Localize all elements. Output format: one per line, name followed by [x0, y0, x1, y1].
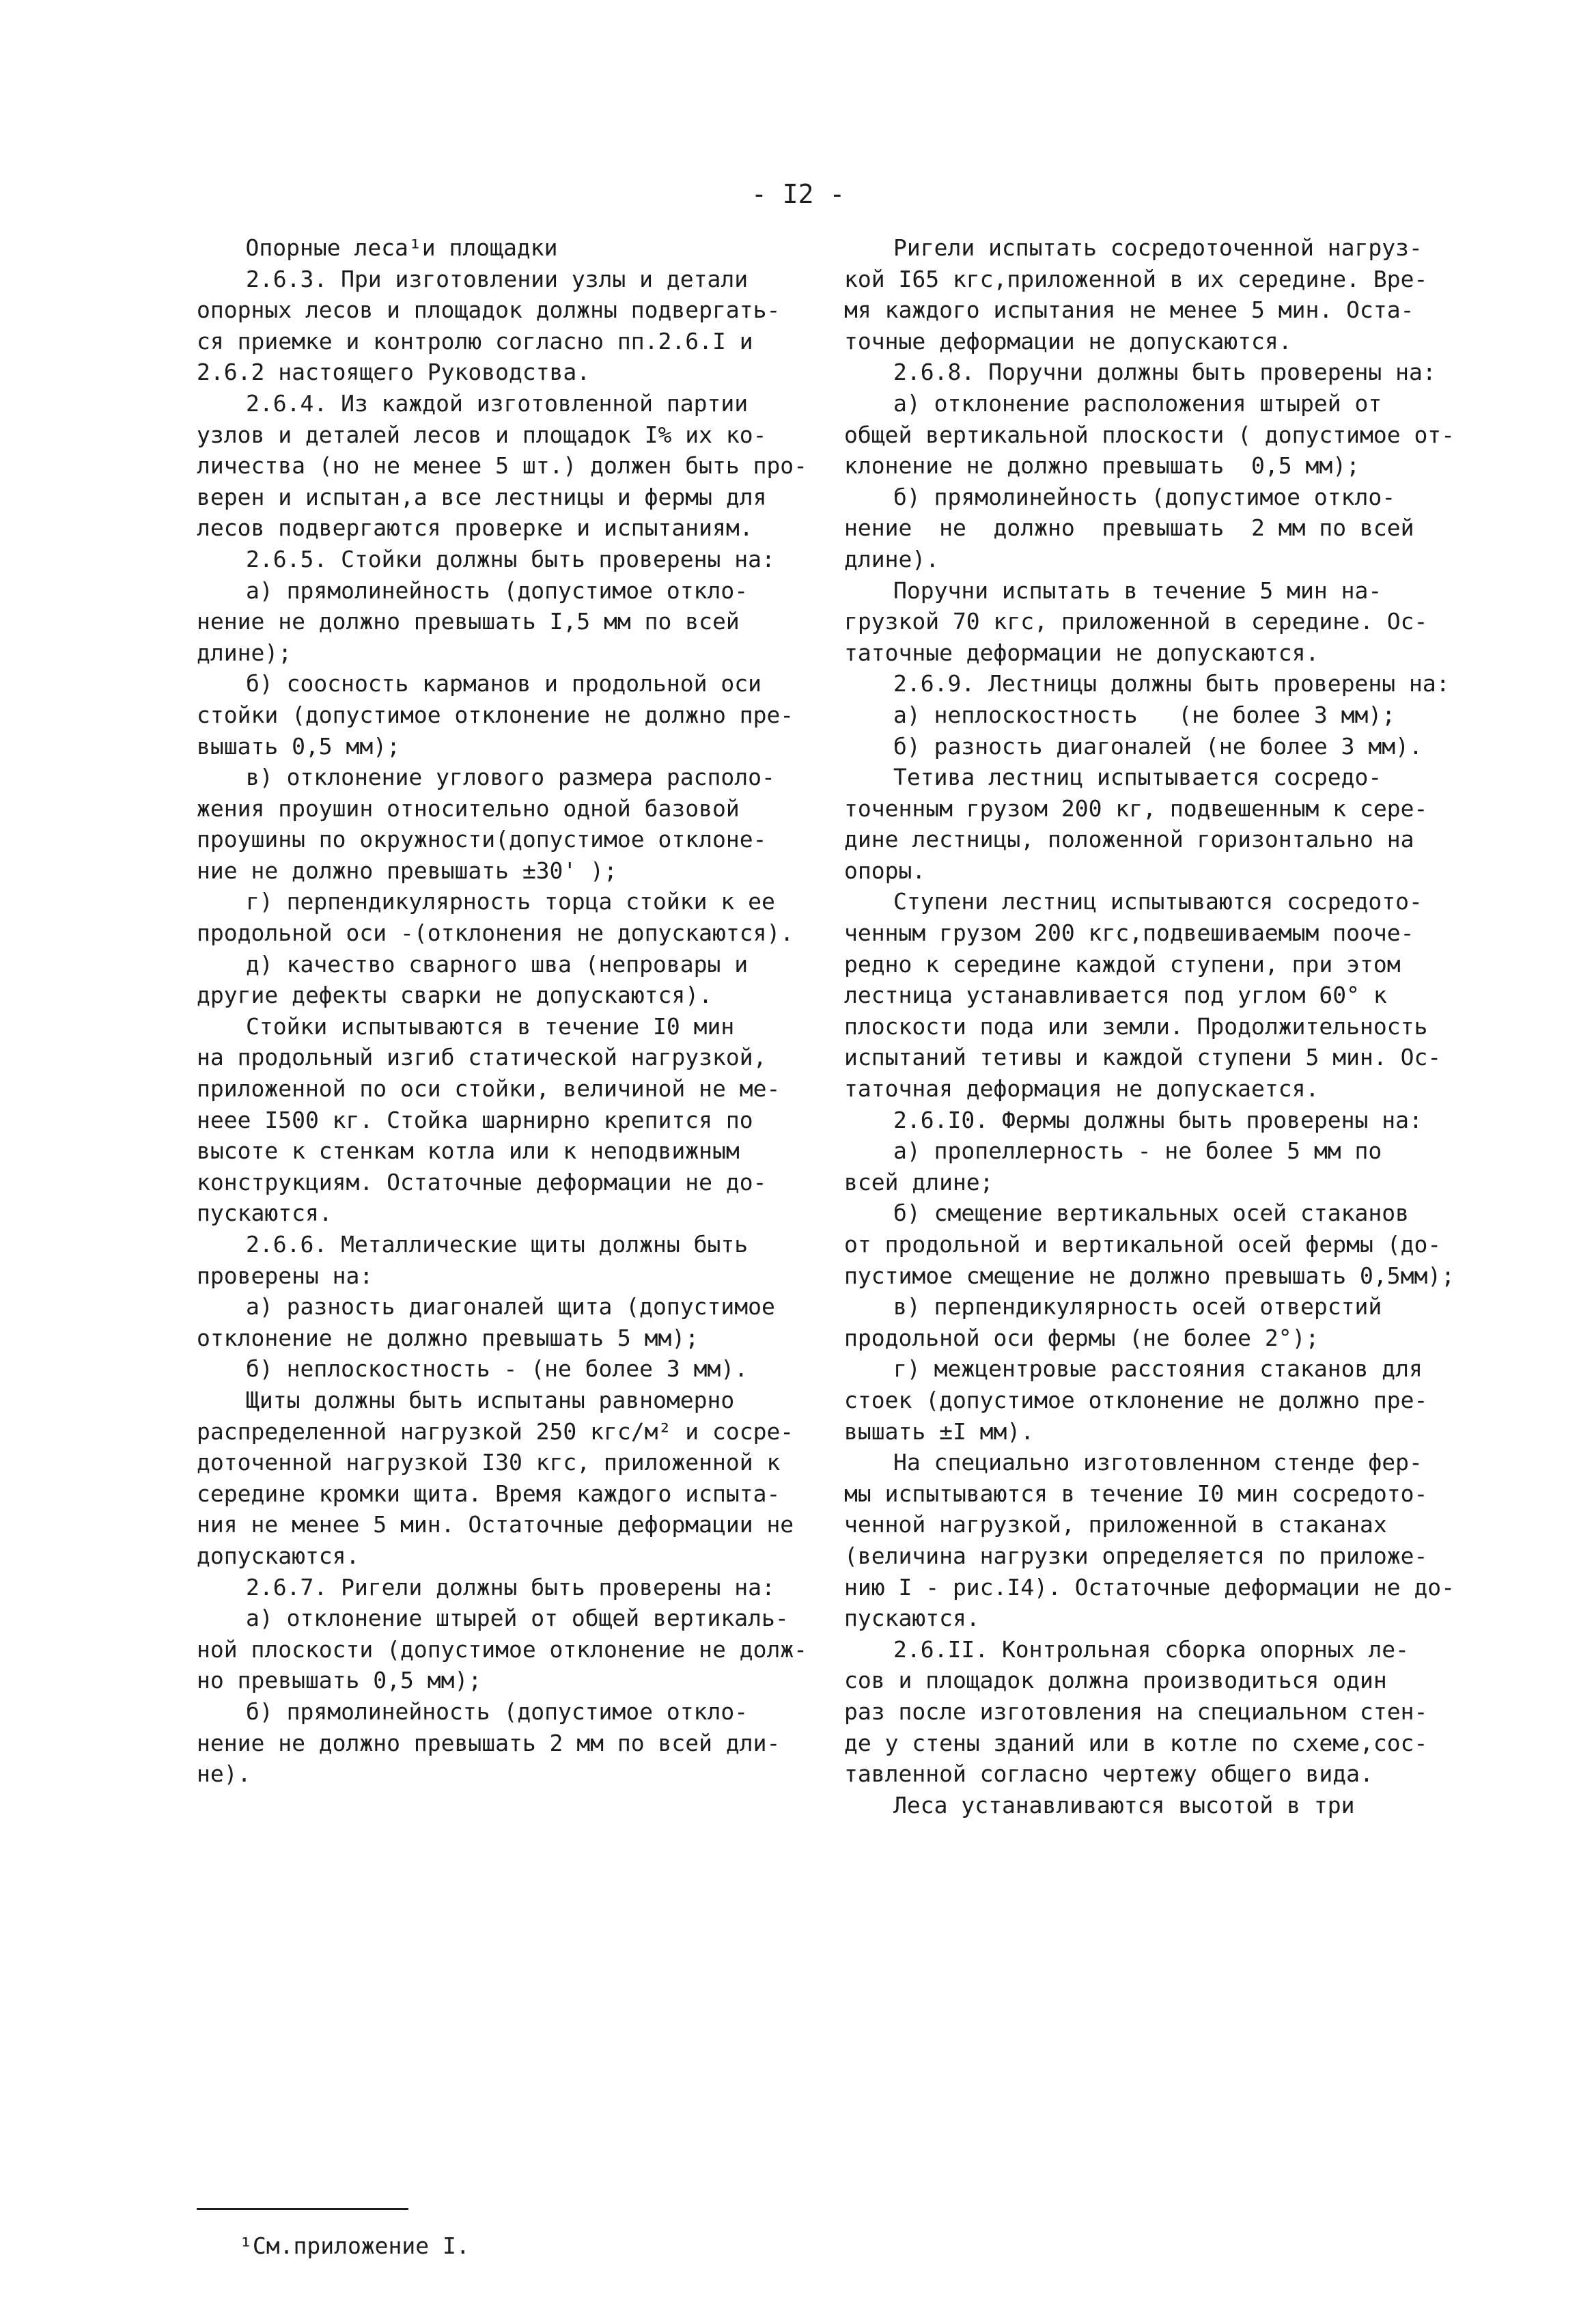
text-line: плоскости пода или земли. Продолжительность [844, 1012, 1428, 1040]
text-line: верен и испытан,а все лестницы и фермы для [197, 483, 767, 510]
text-line: конструкциям. Остаточные деформации не до- [197, 1168, 767, 1195]
text-line: ченным грузом 200 кгс,подвешиваемым пооче- [844, 919, 1414, 947]
text-line: жения проушин относительно одной базовой [197, 794, 740, 822]
text-line: другие дефекты сварки не допускаются). [197, 982, 712, 1009]
text-line: стойки (допустимое отклонение не должно пре- [197, 701, 794, 728]
text-line: отклонение не должно превышать 5 мм); [197, 1324, 699, 1351]
text-line: проушины по окружности(допустимое отклоне- [197, 826, 767, 853]
text-line: ние не должно превышать ±30' ); [197, 857, 617, 884]
text-line: б) неплоскостность - (не более 3 мм). [246, 1355, 749, 1383]
text-line: а) отклонение штырей от общей вертикаль- [246, 1605, 789, 1632]
text-line: нение не должно превышать 2 мм по всей [844, 514, 1414, 542]
text-line: длине). [844, 545, 940, 572]
text-line: а) разность диагоналей щита (допустимое [246, 1293, 775, 1320]
text-line: нение не должно превышать I,5 мм по всей [197, 608, 740, 635]
text-line: 2.6.I0. Фермы должны быть проверены на: [893, 1106, 1423, 1133]
text-line: г) межцентровые расстояния стаканов для [893, 1355, 1423, 1383]
text-line: б) прямолинейность (допустимое откло- [893, 483, 1396, 510]
text-line: продольной оси -(отклонения не допускаются). [197, 919, 794, 947]
text-line: приложенной по оси стойки, величиной не ме- [197, 1075, 781, 1103]
text-line: Леса устанавливаются высотой в три [893, 1791, 1355, 1818]
text-line: Поручни испытать в течение 5 мин на- [893, 577, 1382, 604]
text-line: (величина нагрузки определяется по приложе- [844, 1542, 1428, 1569]
text-line: точные деформации не допускаются. [844, 327, 1292, 355]
text-line: раз после изготовления на специальном стен- [844, 1698, 1428, 1725]
text-line: б) разность диагоналей (не более 3 мм). [893, 732, 1423, 760]
text-line: пускаются. [197, 1200, 333, 1227]
text-line: опоры. [844, 857, 926, 884]
text-line: а) неплоскостность (не более 3 мм); [893, 701, 1396, 728]
text-line: 2.6.II. Контрольная сборка опорных ле- [893, 1635, 1409, 1663]
text-line: 2.6.8. Поручни должны быть проверены на: [893, 359, 1436, 386]
text-line: Стойки испытываются в течение I0 мин [246, 1012, 735, 1040]
section-heading: Опорные леса¹и площадки [245, 234, 558, 261]
text-line: лестница устанавливается под углом 60° к [844, 982, 1387, 1009]
text-line: от продольной и вертикальной осей фермы (до- [844, 1231, 1442, 1258]
text-line: ния не менее 5 мин. Остаточные деформации не [197, 1511, 794, 1538]
text-line: редно к середине каждой ступени, при этом [844, 950, 1401, 978]
text-line: но превышать 0,5 мм); [197, 1667, 482, 1694]
text-line: пускаются. [844, 1605, 980, 1632]
page-number: - I2 - [751, 179, 846, 209]
text-line: 2.6.5. Стойки должны быть проверены на: [246, 545, 775, 572]
text-line: кой I65 кгс,приложенной в их середине. Вре- [844, 265, 1428, 292]
text-line: Ступени лестниц испытываются сосредото- [893, 888, 1423, 915]
text-line: в) перпендикулярность осей отверстий [893, 1293, 1382, 1320]
text-line: в) отклонение углового размера располо- [246, 764, 775, 791]
text-line: на продольный изгиб статической нагрузкой, [197, 1044, 767, 1071]
text-line: не). [197, 1760, 251, 1788]
text-line: грузкой 70 кгс, приложенной в середине. Ос- [844, 608, 1428, 635]
text-line: проверены на: [197, 1262, 374, 1289]
text-line: б) прямолинейность (допустимое откло- [246, 1698, 749, 1725]
text-line: узлов и деталей лесов и площадок I% их ко- [197, 421, 767, 448]
text-line: 2.6.7. Ригели должны быть проверены на: [246, 1573, 775, 1601]
text-line: лесов подвергаются проверке и испытаниям. [197, 514, 753, 542]
text-line: д) качество сварного шва (непровары и [246, 950, 749, 978]
text-line: Ригели испытать сосредоточенной нагруз- [893, 234, 1423, 261]
text-line: 2.6.2 настоящего Руководства. [197, 359, 591, 386]
text-line: а) отклонение расположения штырей от [893, 389, 1382, 417]
text-line: дине лестницы, положенной горизонтально на [844, 826, 1414, 853]
text-line: а) пропеллерность - не более 5 мм по [893, 1137, 1382, 1165]
text-line: нение не должно превышать 2 мм по всей дли- [197, 1729, 781, 1756]
text-line: длине); [197, 639, 292, 666]
text-line: 2.6.4. Из каждой изготовленной партии [246, 389, 749, 417]
text-line: На специально изготовленном стенде фер- [893, 1449, 1423, 1476]
text-line: г) перпендикулярность торца стойки к ее [246, 888, 775, 915]
text-line: ченной нагрузкой, приложенной в стаканах [844, 1511, 1387, 1538]
text-line: 2.6.3. При изготовлении узлы и детали [246, 265, 749, 292]
text-line: б) соосность карманов и продольной оси [246, 670, 761, 697]
text-line: 2.6.9. Лестницы должны быть проверены на: [893, 670, 1450, 697]
text-line: испытаний тетивы и каждой ступени 5 мин. Ос- [844, 1044, 1442, 1071]
text-line: доточенной нагрузкой I30 кгс, приложенной к [197, 1449, 781, 1476]
text-line: клонение не должно превышать 0,5 мм); [844, 452, 1360, 480]
text-line: опорных лесов и площадок должны подвергать- [197, 296, 781, 324]
text-line: таточные деформации не допускаются. [844, 639, 1319, 666]
text-line: ся приемке и контролю согласно пп.2.6.I и [197, 327, 753, 355]
right-column [844, 232, 1459, 1821]
text-line: 2.6.6. Металлические щиты должны быть [246, 1231, 749, 1258]
text-line: середине кромки щита. Время каждого испыта- [197, 1480, 781, 1507]
text-line: точенным грузом 200 кг, подвешенным к сере- [844, 794, 1428, 822]
text-line: таточная деформация не допускается. [844, 1075, 1319, 1103]
text-line: а) прямолинейность (допустимое откло- [246, 577, 749, 604]
text-line: тавленной согласно чертежу общего вида. [844, 1760, 1373, 1788]
text-line: допускаются. [197, 1542, 360, 1569]
footnote-divider [197, 2208, 408, 2210]
text-line: стоек (допустимое отклонение не должно пре- [844, 1386, 1428, 1413]
text-line: распределенной нагрузкой 250 кгс/м² и сосре- [197, 1417, 794, 1445]
text-line: общей вертикальной плоскости ( допустимое от- [844, 421, 1455, 448]
text-line: пустимое смещение не должно превышать 0,5мм); [844, 1262, 1455, 1289]
text-line: мы испытываются в течение I0 мин сосредото- [844, 1480, 1428, 1507]
footnote: ¹См.приложение I. [239, 2232, 470, 2259]
text-line: де у стены зданий или в котле по схеме,сос- [844, 1729, 1428, 1756]
text-line: мя каждого испытания не менее 5 мин. Оста- [844, 296, 1414, 324]
text-line: б) смещение вертикальных осей стаканов [893, 1200, 1409, 1227]
text-line: продольной оси фермы (не более 2°); [844, 1324, 1319, 1351]
text-line: личества (но не менее 5 шт.) должен быть про- [197, 452, 808, 480]
text-line: всей длине; [844, 1168, 994, 1195]
text-line: вышать ±I мм). [844, 1417, 1035, 1445]
text-line: Щиты должны быть испытаны равномерно [246, 1386, 735, 1413]
text-line: нию I - рис.I4). Остаточные деформации не до- [844, 1573, 1455, 1601]
text-line: вышать 0,5 мм); [197, 732, 401, 760]
left-column [197, 232, 808, 1790]
text-line: неее I500 кг. Стойка шарнирно крепится по [197, 1106, 753, 1133]
text-line: ной плоскости (допустимое отклонение не долж- [197, 1635, 808, 1663]
text-line: Тетива лестниц испытывается сосредо- [893, 764, 1382, 791]
text-line: высоте к стенкам котла или к неподвижным [197, 1137, 740, 1165]
text-line: сов и площадок должна производиться один [844, 1667, 1387, 1694]
